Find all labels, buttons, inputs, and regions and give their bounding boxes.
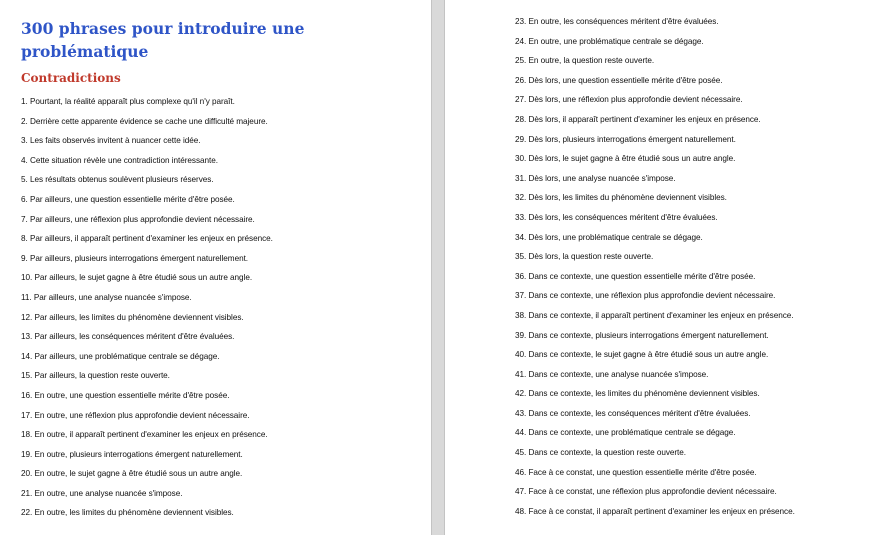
phrase-item: 36. Dans ce contexte, une question essentielle mérite d'être posée.	[515, 271, 756, 281]
phrase-list-right	[515, 12, 795, 521]
phrase-item: 15. Par ailleurs, la question reste ouverte.	[21, 371, 170, 381]
phrase-item: 41. Dans ce contexte, une analyse nuancée s'impose.	[515, 369, 709, 379]
phrase-item: 4. Cette situation révèle une contradiction intéressante.	[21, 155, 218, 165]
phrase-item: 35. Dès lors, la question reste ouverte.	[515, 252, 654, 262]
phrase-item: 38. Dans ce contexte, il apparaît pertinent d'examiner les enjeux en présence.	[515, 310, 794, 320]
phrase-item: 43. Dans ce contexte, les conséquences méritent d'être évaluées.	[515, 408, 751, 418]
phrase-item: 46. Face à ce constat, une question essentielle mérite d'être posée.	[515, 467, 757, 477]
phrase-item: 5. Les résultats obtenus soulèvent plusieurs réserves.	[21, 175, 214, 185]
document-page-right	[445, 0, 886, 535]
phrase-item: 44. Dans ce contexte, une problématique centrale se dégage.	[515, 428, 736, 438]
phrase-item: 27. Dès lors, une réflexion plus approfondie devient nécessaire.	[515, 95, 743, 105]
phrase-item: 16. En outre, une question essentielle mérite d'être posée.	[21, 390, 230, 400]
phrase-item: 13. Par ailleurs, les conséquences méritent d'être évaluées.	[21, 332, 235, 342]
phrase-item: 45. Dans ce contexte, la question reste ouverte.	[515, 448, 687, 458]
phrase-list-left	[21, 92, 273, 523]
phrase-item: 29. Dès lors, plusieurs interrogations émergent naturellement.	[515, 134, 736, 144]
phrase-item: 17. En outre, une réflexion plus approfondie devient nécessaire.	[21, 410, 250, 420]
phrase-item: 21. En outre, une analyse nuancée s'impose.	[21, 488, 183, 498]
phrase-item: 11. Par ailleurs, une analyse nuancée s'impose.	[21, 292, 192, 302]
phrase-item: 37. Dans ce contexte, une réflexion plus approfondie devient nécessaire.	[515, 291, 776, 301]
phrase-item: 40. Dans ce contexte, le sujet gagne à être étudié sous un autre angle.	[515, 350, 769, 360]
phrase-item: 8. Par ailleurs, il apparaît pertinent d'examiner les enjeux en présence.	[21, 234, 273, 244]
phrase-item: 1. Pourtant, la réalité apparaît plus complexe qu'il n'y paraît.	[21, 97, 235, 106]
document-page-left	[0, 0, 431, 535]
phrase-item: 18. En outre, il apparaît pertinent d'examiner les enjeux en présence.	[21, 430, 268, 440]
document-title: 300 phrases pour introduire une problématique	[21, 19, 305, 61]
phrase-item: 7. Par ailleurs, une réflexion plus approfondie devient nécessaire.	[21, 214, 255, 224]
phrase-item: 20. En outre, le sujet gagne à être étudié sous un autre angle.	[21, 469, 243, 479]
phrase-item: 47. Face à ce constat, une réflexion plus approfondie devient nécessaire.	[515, 487, 777, 497]
phrase-item: 3. Les faits observés invitent à nuancer cette idée.	[21, 136, 201, 146]
phrase-item: 23. En outre, les conséquences méritent d'être évaluées.	[515, 17, 719, 26]
phrase-item: 14. Par ailleurs, une problématique centrale se dégage.	[21, 351, 220, 361]
phrase-item: 19. En outre, plusieurs interrogations émergent naturellement.	[21, 449, 243, 459]
phrase-item: 24. En outre, une problématique centrale se dégage.	[515, 36, 704, 46]
phrase-item: 34. Dès lors, une problématique centrale se dégage.	[515, 232, 703, 242]
phrase-item: 32. Dès lors, les limites du phénomène deviennent visibles.	[515, 193, 727, 203]
page-gutter	[431, 0, 445, 535]
phrase-item: 31. Dès lors, une analyse nuancée s'impose.	[515, 173, 676, 183]
phrase-item: 6. Par ailleurs, une question essentielle mérite d'être posée.	[21, 194, 235, 204]
phrase-item: 25. En outre, la question reste ouverte.	[515, 56, 655, 66]
section-heading-contradictions: Contradictions	[21, 71, 121, 85]
phrase-item: 39. Dans ce contexte, plusieurs interrogations émergent naturellement.	[515, 330, 769, 340]
phrase-item: 12. Par ailleurs, les limites du phénomène deviennent visibles.	[21, 312, 244, 322]
phrase-item: 2. Derrière cette apparente évidence se cache une difficulté majeure.	[21, 116, 268, 126]
phrase-item: 9. Par ailleurs, plusieurs interrogations émergent naturellement.	[21, 253, 249, 263]
phrase-item: 42. Dans ce contexte, les limites du phénomène deviennent visibles.	[515, 389, 760, 399]
phrase-item: 33. Dès lors, les conséquences méritent d'être évaluées.	[515, 212, 718, 222]
phrase-item: 22. En outre, les limites du phénomène deviennent visibles.	[21, 508, 234, 518]
phrase-item: 30. Dès lors, le sujet gagne à être étudié sous un autre angle.	[515, 154, 736, 164]
phrase-item: 10. Par ailleurs, le sujet gagne à être étudié sous un autre angle.	[21, 273, 253, 283]
phrase-item: 48. Face à ce constat, il apparaît pertinent d'examiner les enjeux en présence.	[515, 506, 795, 516]
phrase-item: 26. Dès lors, une question essentielle mérite d'être posée.	[515, 75, 723, 85]
phrase-item: 28. Dès lors, il apparaît pertinent d'examiner les enjeux en présence.	[515, 114, 761, 124]
